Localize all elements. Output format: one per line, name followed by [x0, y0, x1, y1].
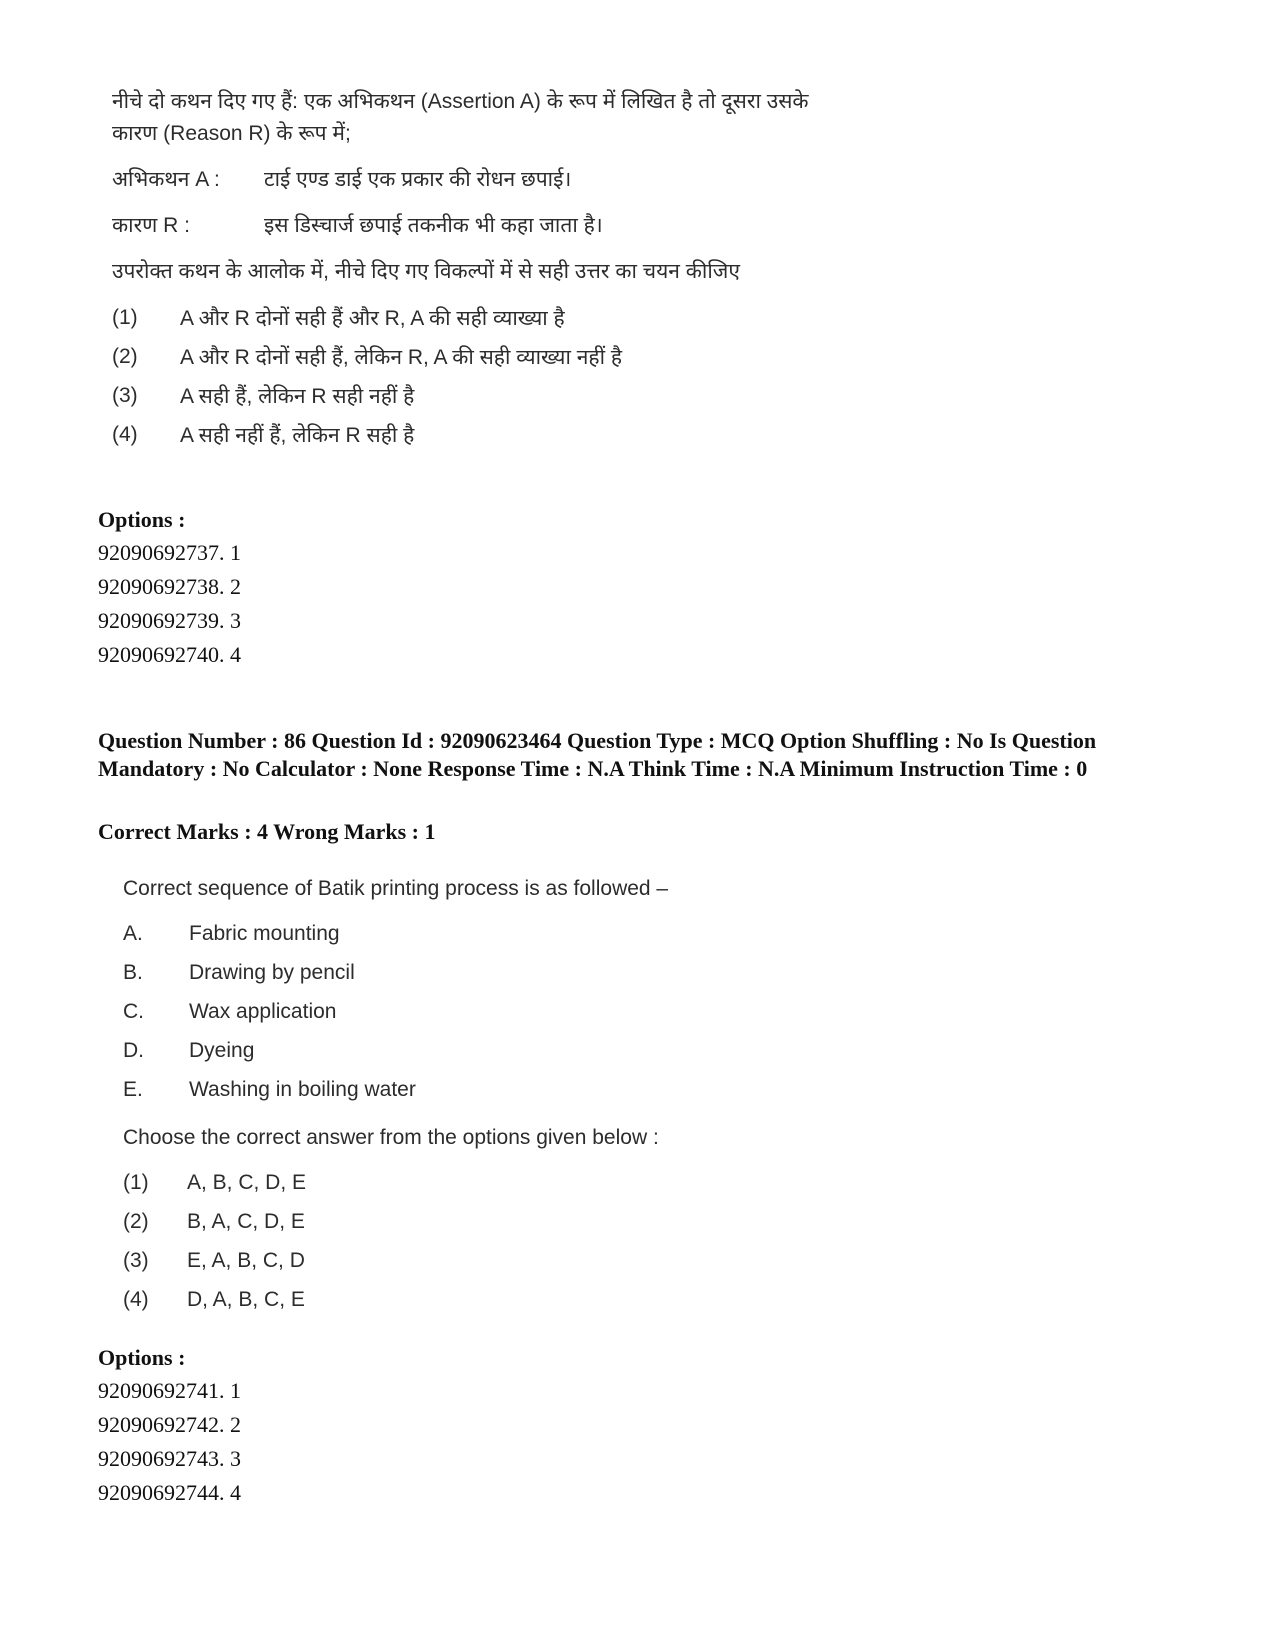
- choice-number: (4): [123, 1287, 149, 1311]
- q86-choice-1: [123, 1163, 823, 1202]
- choice-text: B, A, C, D, E: [187, 1209, 305, 1233]
- q86-choice-list: [123, 1163, 823, 1319]
- q85-instruction: उपरोक्त कथन के आलोक में, नीचे दिए गए विकल्पों में से सही उत्तर का चयन कीजिए: [112, 260, 740, 283]
- option-line: 92090692742. 2: [98, 1412, 241, 1437]
- step-text: Fabric mounting: [189, 921, 340, 945]
- q86-marks: Correct Marks : 4 Wrong Marks : 1: [98, 819, 436, 844]
- q85-stem-line2: कारण (Reason R) के रूप में;: [112, 122, 351, 145]
- choice-text: A और R दोनों सही हैं और R, A की सही व्याख्या है: [180, 306, 565, 330]
- q85-reason-text: इस डिस्चार्ज छपाई तकनीक भी कहा जाता है।: [264, 214, 603, 237]
- option-line: 92090692741. 1: [98, 1378, 241, 1403]
- option-line: 92090692737. 1: [98, 540, 241, 565]
- choice-text: A सही हैं, लेकिन R सही नहीं है: [180, 384, 415, 408]
- option-line: 92090692744. 4: [98, 1480, 241, 1505]
- choice-number: (3): [112, 383, 138, 407]
- q86-stem: Correct sequence of Batik printing process is as followed –: [123, 877, 669, 900]
- q86-step: [123, 953, 823, 992]
- step-letter: B.: [123, 960, 143, 984]
- options-heading: Options :: [98, 1345, 186, 1370]
- choice-text: A सही नहीं हैं, लेकिन R सही है: [180, 423, 415, 447]
- q86-question-image: [123, 874, 823, 1319]
- q85-options: [98, 504, 241, 672]
- step-letter: E.: [123, 1077, 143, 1101]
- step-text: Wax application: [189, 999, 337, 1023]
- q86-options: [98, 1342, 241, 1510]
- q85-choice-4: [112, 415, 932, 454]
- q85-assertion: [112, 164, 932, 196]
- q85-assertion-text: टाई एण्ड डाई एक प्रकार की रोधन छपाई।: [264, 168, 572, 191]
- q86-choice-4: [123, 1280, 823, 1319]
- q85-choice-2: [112, 337, 932, 376]
- step-text: Dyeing: [189, 1038, 255, 1062]
- choice-number: (3): [123, 1248, 149, 1272]
- step-letter: A.: [123, 921, 143, 945]
- step-text: Washing in boiling water: [189, 1077, 416, 1101]
- q85-stem-line1: नीचे दो कथन दिए गए हैं: एक अभिकथन (Assertion A) के रूप में लिखित है तो दूसरा उसके: [112, 90, 809, 113]
- choice-text: D, A, B, C, E: [187, 1287, 305, 1311]
- q86-step: [123, 1031, 823, 1070]
- choice-number: (1): [123, 1170, 149, 1194]
- q85-choice-1: [112, 298, 932, 337]
- q85-reason-label: कारण R :: [112, 214, 191, 237]
- q85-choice-list: [112, 298, 932, 454]
- q85-choice-3: [112, 376, 932, 415]
- choice-text: E, A, B, C, D: [187, 1248, 305, 1272]
- q86-step: [123, 914, 823, 953]
- q86-choice-3: [123, 1241, 823, 1280]
- option-line: 92090692740. 4: [98, 642, 241, 667]
- options-heading: Options :: [98, 507, 186, 532]
- step-text: Drawing by pencil: [189, 960, 355, 984]
- choice-number: (2): [112, 344, 138, 368]
- q85-question-image: [112, 86, 932, 454]
- option-line: 92090692739. 3: [98, 608, 241, 633]
- choice-number: (2): [123, 1209, 149, 1233]
- q85-assertion-label: अभिकथन A :: [112, 168, 220, 191]
- step-letter: C.: [123, 999, 144, 1023]
- q85-reason: [112, 210, 932, 242]
- q86-step: [123, 992, 823, 1031]
- option-line: 92090692738. 2: [98, 574, 241, 599]
- q86-step: [123, 1070, 823, 1109]
- q85-stem: [112, 86, 932, 150]
- choice-number: (1): [112, 305, 138, 329]
- choice-number: (4): [112, 422, 138, 446]
- step-letter: D.: [123, 1038, 144, 1062]
- q86-instruction: Choose the correct answer from the options given below :: [123, 1126, 659, 1149]
- q86-step-list: [123, 914, 823, 1109]
- q86-meta: Question Number : 86 Question Id : 92090623464 Question Type : MCQ Option Shuffling : No Is Question Mandatory : No Calculator : None Response Time : N.A Think Time : N.A Minimum Instruction Time : 0: [98, 728, 1097, 781]
- q86-choice-2: [123, 1202, 823, 1241]
- choice-text: A, B, C, D, E: [187, 1170, 307, 1194]
- option-line: 92090692743. 3: [98, 1446, 241, 1471]
- choice-text: A और R दोनों सही हैं, लेकिन R, A की सही व्याख्या नहीं है: [180, 345, 622, 369]
